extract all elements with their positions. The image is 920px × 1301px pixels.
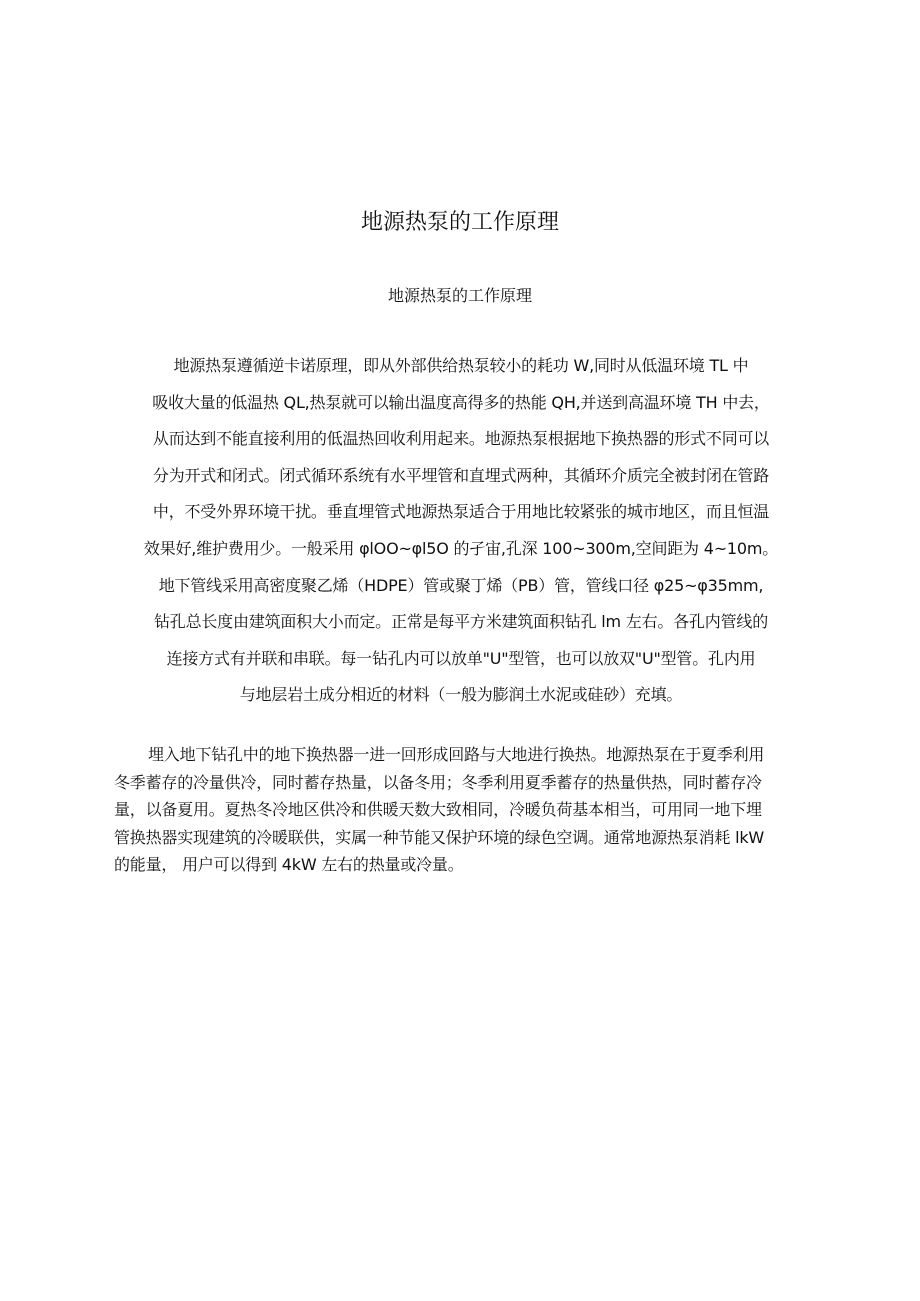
paragraph-line: 吸收大量的低温热 QL,热泵就可以输出温度高得多的热能 QH,并送到高温环境 TH 中去， [152, 392, 770, 412]
paragraph-heat-exchange [114, 741, 810, 879]
document-title: 地源热泵的工作原理 [360, 210, 559, 235]
paragraph-line: 中，不受外界环境干扰。垂直埋管式地源热泵适合于用地比较紧张的城市地区，而且恒温 [152, 502, 770, 522]
paragraph-line: 地下管线采用高密度聚乙烯（HDPE）管或聚丁烯（PB）管，管线口径 φ25~φ35mm, [158, 575, 764, 595]
paragraph-line: 的能量， 用户可以得到 4kW 左右的热量或冷量。 [114, 855, 464, 874]
paragraph-line: 冬季蓄存的冷量供冷，同时蓄存热量，以备冬用；冬季利用夏季蓄存的热量供热，同时蓄存冷 [114, 772, 762, 792]
paragraph-line: 效果好,维护费用少。一般采用 φlOO~φl5O 的孑宙,孔深 100~300m,空间距为 4~10m。 [143, 538, 779, 558]
paragraph-line: 钻孔总长度由建筑面积大小而定。正常是每平方米建筑面积钻孔 lm 左右。各孔内管线的 [153, 612, 768, 632]
paragraph-line: 连接方式有并联和串联。每一钻孔内可以放单"U"型管，也可以放双"U"型管。孔内用 [166, 648, 756, 668]
paragraph-line: 从而达到不能直接利用的低温热回收利用起来。地源热泵根据地下换热器的形式不同可以 [152, 429, 770, 449]
paragraph-line: 埋入地下钻孔中的地下换热器一进一回形成回路与大地进行换热。地源热泵在于夏季利用 [148, 745, 765, 764]
document-subtitle: 地源热泵的工作原理 [387, 286, 532, 305]
paragraph-line: 量，以备夏用。夏热冬冷地区供冷和供暖天数大致相同，冷暖负荷基本相当，可用同一地下埋 [114, 800, 762, 819]
paragraph-principle [120, 348, 802, 714]
paragraph-line: 分为开式和闭式。闭式循环系统有水平埋管和直埋式两种，其循环介质完全被封闭在管路 [152, 465, 770, 485]
paragraph-line: 地源热泵遵循逆卡诺原理，即从外部供给热泵较小的耗功 W,同时从低温环境 TL 中 [173, 356, 749, 375]
paragraph-line: 管换热器实现建筑的冷暖联供，实属一种节能又保护环境的绿色空调。通常地源热泵消耗 lkW [114, 827, 765, 847]
paragraph-line: 与地层岩土成分相近的材料（一般为膨润土水泥或硅砂）充填。 [239, 685, 683, 705]
